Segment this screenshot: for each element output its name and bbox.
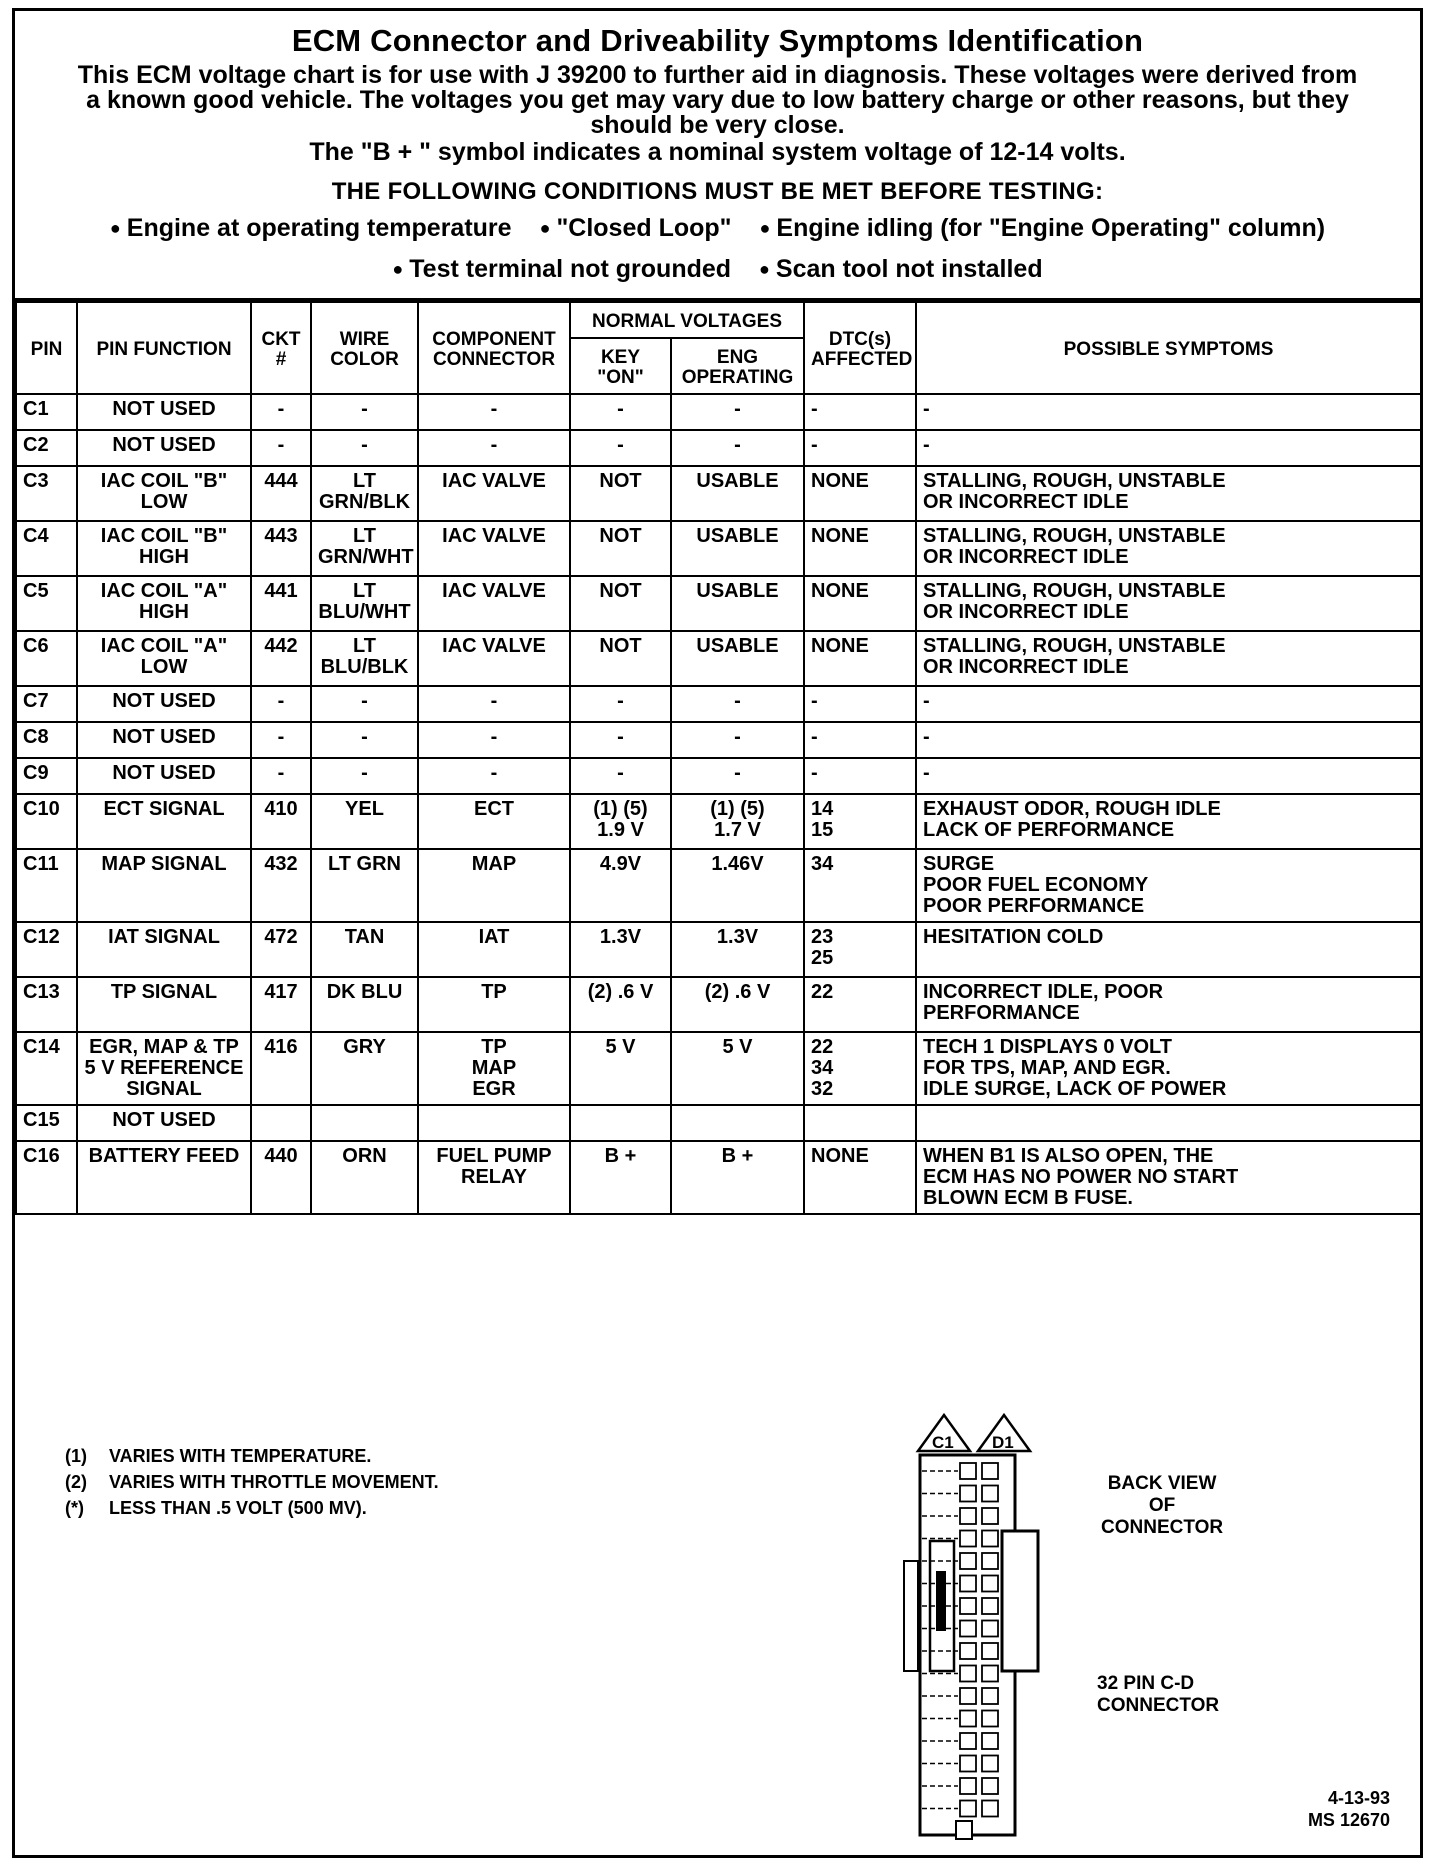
symptoms-cell: WHEN B1 IS ALSO OPEN, THE ECM HAS NO POWER NO START BLOWN ECM B FUSE. [916,1141,1421,1214]
pin-cavity [960,1733,976,1749]
component-cell: - [418,722,570,758]
eng-operating-voltage-cell: - [671,430,804,466]
d1-label: D1 [992,1433,1014,1452]
ckt-cell: 472 [251,922,311,977]
eng-operating-voltage-cell: - [671,758,804,794]
c1-label: C1 [932,1433,954,1452]
col-header-eng-operating: ENG OPERATING [671,338,804,394]
dtc-cell: NONE [804,1141,916,1214]
pin-cavity [960,1801,976,1817]
pin-function-cell: IAC COIL "A" HIGH [77,576,251,631]
pin-cavity [960,1508,976,1524]
condition-item: ● Engine at operating temperature [110,214,512,243]
intro-line-1: This ECM voltage chart is for use with J 39200 to further aid in diagnosis. These voltages were derived from [77,61,1358,89]
col-header-dtc: DTC(s) AFFECTED [804,302,916,394]
eng-operating-voltage-cell [671,1105,804,1141]
key-on-voltage-cell: 5 V [570,1032,671,1105]
pin-cavity [982,1801,998,1817]
component-cell: MAP [418,849,570,922]
back-view-label: BACK VIEW OF CONNECTOR [1101,1473,1224,1538]
symptoms-cell: SURGE POOR FUEL ECONOMY POOR PERFORMANCE [916,849,1421,922]
pin-cell: C1 [16,394,77,430]
key-on-voltage-cell: B + [570,1141,671,1214]
key-on-voltage-cell: - [570,394,671,430]
key-on-voltage-cell: (2) .6 V [570,977,671,1032]
eng-operating-voltage-cell: USABLE [671,521,804,576]
eng-operating-voltage-cell: USABLE [671,466,804,521]
symptoms-cell: HESITATION COLD [916,922,1421,977]
component-cell: - [418,430,570,466]
col-header-component-connector: COMPONENT CONNECTOR [418,302,570,394]
component-cell [418,1105,570,1141]
symptoms-cell: - [916,394,1421,430]
ckt-cell: - [251,686,311,722]
ckt-cell: - [251,758,311,794]
eng-operating-voltage-cell: B + [671,1141,804,1214]
conditions-row-1 [15,214,1420,243]
pin-function-cell: IAC COIL "B" LOW [77,466,251,521]
key-on-voltage-cell: - [570,686,671,722]
component-cell: IAC VALVE [418,466,570,521]
eng-operating-voltage-cell: - [671,722,804,758]
connector-latch-left [904,1561,918,1671]
dtc-cell: - [804,722,916,758]
pin-cavity [982,1598,998,1614]
pin-cavity [960,1711,976,1727]
ckt-cell: 417 [251,977,311,1032]
pin-cavity [960,1756,976,1772]
dtc-cell: 22 34 32 [804,1032,916,1105]
table-row [16,631,1421,686]
intro-text [35,63,1400,138]
dtc-cell: - [804,758,916,794]
table-row [16,394,1421,430]
footer-section [15,1381,1420,1855]
document-sheet [12,8,1423,1858]
symptoms-cell: - [916,758,1421,794]
component-cell: IAC VALVE [418,631,570,686]
eng-operating-voltage-cell: 5 V [671,1032,804,1105]
conditions-title: THE FOLLOWING CONDITIONS MUST BE MET BEFORE TESTING: [331,178,1104,205]
wire-color-cell: LT BLU/WHT [311,576,418,631]
connector-bottom-tab [956,1821,972,1839]
symptoms-cell: - [916,686,1421,722]
pin-table [15,301,1422,1215]
table-row [16,794,1421,849]
ckt-cell: 442 [251,631,311,686]
key-on-voltage-cell: NOT [570,631,671,686]
symptoms-cell: EXHAUST ODOR, ROUGH IDLE LACK OF PERFORMANCE [916,794,1421,849]
key-on-voltage-cell: NOT [570,576,671,631]
col-header-pin-function: PIN FUNCTION [77,302,251,394]
dtc-cell: - [804,394,916,430]
component-cell: - [418,394,570,430]
pin-function-cell: IAC COIL "A" LOW [77,631,251,686]
wire-color-cell: - [311,758,418,794]
table-row [16,722,1421,758]
dtc-cell: NONE [804,466,916,521]
key-on-voltage-cell: - [570,758,671,794]
pin-cell: C11 [16,849,77,922]
pin-cavity [960,1666,976,1682]
ckt-cell: 410 [251,794,311,849]
pin-cavity [960,1688,976,1704]
condition-item: ● Test terminal not grounded [392,255,731,284]
dtc-cell: NONE [804,631,916,686]
eng-operating-voltage-cell: (2) .6 V [671,977,804,1032]
wire-color-cell: DK BLU [311,977,418,1032]
eng-operating-voltage-cell: - [671,686,804,722]
component-cell: ECT [418,794,570,849]
pin-function-cell: IAT SIGNAL [77,922,251,977]
connector-lock-slot [936,1571,946,1631]
pin-cavity [982,1778,998,1794]
symptoms-cell: - [916,722,1421,758]
wire-color-cell: LT GRN/BLK [311,466,418,521]
symptoms-cell: STALLING, ROUGH, UNSTABLE OR INCORRECT IDLE [916,631,1421,686]
wire-color-cell: GRY [311,1032,418,1105]
dtc-cell: 22 [804,977,916,1032]
key-on-voltage-cell: NOT [570,521,671,576]
pin-cell: C2 [16,430,77,466]
pin-cavity [960,1531,976,1547]
pin-cell: C8 [16,722,77,758]
dtc-cell: 14 15 [804,794,916,849]
dtc-cell: NONE [804,576,916,631]
pin-function-cell: NOT USED [77,686,251,722]
symptoms-cell: STALLING, ROUGH, UNSTABLE OR INCORRECT IDLE [916,466,1421,521]
col-header-pin: PIN [16,302,77,394]
wire-color-cell: - [311,722,418,758]
table-row [16,1105,1421,1141]
dtc-cell: - [804,686,916,722]
document-code [1308,1787,1390,1831]
pin-function-cell: TP SIGNAL [77,977,251,1032]
pin-cavity [982,1576,998,1592]
wire-color-cell: LT GRN/WHT [311,521,418,576]
pin-cell: C12 [16,922,77,977]
table-row [16,466,1421,521]
key-on-voltage-cell: 4.9V [570,849,671,922]
pin-cavity [982,1508,998,1524]
pin-cavity [960,1778,976,1794]
key-on-voltage-cell: NOT [570,466,671,521]
eng-operating-voltage-cell: (1) (5) 1.7 V [671,794,804,849]
wire-color-cell: LT BLU/BLK [311,631,418,686]
intro-line-3: should be very close. [590,111,845,139]
connector-type-label: 32 PIN C-D CONNECTOR [1097,1673,1220,1716]
pin-cavity [982,1621,998,1637]
eng-operating-voltage-cell: 1.3V [671,922,804,977]
component-cell: - [418,758,570,794]
key-on-voltage-cell: - [570,430,671,466]
table-row [16,758,1421,794]
ckt-cell: 444 [251,466,311,521]
ckt-cell: 440 [251,1141,311,1214]
footnote-1: (1) VARIES WITH TEMPERATURE. [65,1446,372,1466]
pin-cavity [982,1733,998,1749]
component-cell: TP MAP EGR [418,1032,570,1105]
table-row [16,521,1421,576]
wire-color-cell [311,1105,418,1141]
pin-cavity [960,1643,976,1659]
pin-cavity [960,1576,976,1592]
dtc-cell [804,1105,916,1141]
pin-cell: C9 [16,758,77,794]
ckt-cell: 443 [251,521,311,576]
pin-cavity [960,1598,976,1614]
pin-function-cell: BATTERY FEED [77,1141,251,1214]
condition-item: ● Engine idling (for "Engine Operating" column) [760,214,1326,243]
key-on-voltage-cell [570,1105,671,1141]
key-on-voltage-cell: - [570,722,671,758]
pin-cell: C10 [16,794,77,849]
symptoms-cell: INCORRECT IDLE, POOR PERFORMANCE [916,977,1421,1032]
wire-color-cell: TAN [311,922,418,977]
component-cell: - [418,686,570,722]
eng-operating-voltage-cell: 1.46V [671,849,804,922]
pin-function-cell: NOT USED [77,394,251,430]
table-row [16,1141,1421,1214]
connector-diagram [900,1411,1100,1841]
pin-cavity [982,1463,998,1479]
pin-cavity [982,1553,998,1569]
ckt-cell: 441 [251,576,311,631]
pin-function-cell: MAP SIGNAL [77,849,251,922]
symptoms-cell [916,1105,1421,1141]
pin-function-cell: IAC COIL "B" HIGH [77,521,251,576]
pin-function-cell: NOT USED [77,758,251,794]
wire-color-cell: - [311,686,418,722]
pin-function-cell: ECT SIGNAL [77,794,251,849]
wire-color-cell: - [311,430,418,466]
table-row [16,922,1421,977]
col-header-ckt: CKT # [251,302,311,394]
dtc-cell: - [804,430,916,466]
col-header-key-on: KEY "ON" [570,338,671,394]
table-row [16,576,1421,631]
pin-function-cell: EGR, MAP & TP 5 V REFERENCE SIGNAL [77,1032,251,1105]
pin-cell: C14 [16,1032,77,1105]
table-row [16,686,1421,722]
component-cell: FUEL PUMP RELAY [418,1141,570,1214]
dtc-cell: 23 25 [804,922,916,977]
pin-cell: C5 [16,576,77,631]
ckt-cell: 416 [251,1032,311,1105]
wire-color-cell: LT GRN [311,849,418,922]
ckt-cell [251,1105,311,1141]
ckt-cell: - [251,430,311,466]
pin-cell: C6 [16,631,77,686]
col-header-possible-symptoms: POSSIBLE SYMPTOMS [916,302,1421,394]
ckt-cell: 432 [251,849,311,922]
key-on-voltage-cell: (1) (5) 1.9 V [570,794,671,849]
wire-color-cell: YEL [311,794,418,849]
dtc-cell: 34 [804,849,916,922]
col-header-normal-voltages: NORMAL VOLTAGES [570,302,804,338]
condition-item: ● "Closed Loop" [540,214,732,243]
key-on-voltage-cell: 1.3V [570,922,671,977]
document-date: 4-13-93 [1327,1788,1390,1808]
b-plus-note: The "B + " symbol indicates a nominal system voltage of 12-14 volts. [309,138,1126,166]
wire-color-cell: ORN [311,1141,418,1214]
intro-line-2: a known good vehicle. The voltages you get may vary due to low battery charge or other reasons, but they [86,86,1349,114]
component-cell: TP [418,977,570,1032]
pin-function-cell: NOT USED [77,430,251,466]
pin-function-cell: NOT USED [77,1105,251,1141]
symptoms-cell: TECH 1 DISPLAYS 0 VOLT FOR TPS, MAP, AND EGR. IDLE SURGE, LACK OF POWER [916,1032,1421,1105]
connector-clip-right [1002,1531,1038,1671]
pin-cell: C13 [16,977,77,1032]
table-row [16,977,1421,1032]
pin-cavity [982,1666,998,1682]
component-cell: IAC VALVE [418,521,570,576]
conditions-row-2 [15,255,1420,284]
ckt-cell: - [251,722,311,758]
table-row [16,430,1421,466]
wire-color-cell: - [311,394,418,430]
pin-cavity [960,1463,976,1479]
pin-cell: C3 [16,466,77,521]
footnote-2: (2) VARIES WITH THROTTLE MOVEMENT. [65,1472,439,1492]
pin-cavity [982,1643,998,1659]
symptoms-cell: STALLING, ROUGH, UNSTABLE OR INCORRECT IDLE [916,521,1421,576]
condition-item: ● Scan tool not installed [759,255,1043,284]
component-cell: IAT [418,922,570,977]
col-header-wire-color: WIRE COLOR [311,302,418,394]
pin-cell: C4 [16,521,77,576]
eng-operating-voltage-cell: - [671,394,804,430]
pin-cell: C7 [16,686,77,722]
pin-cavity [982,1688,998,1704]
symptoms-cell: - [916,430,1421,466]
symptoms-cell: STALLING, ROUGH, UNSTABLE OR INCORRECT IDLE [916,576,1421,631]
header-section [15,11,1420,301]
pin-table-body [16,394,1421,1214]
eng-operating-voltage-cell: USABLE [671,631,804,686]
eng-operating-voltage-cell: USABLE [671,576,804,631]
document-ms-number: MS 12670 [1307,1810,1390,1830]
footnotes [65,1443,439,1521]
pin-cell: C15 [16,1105,77,1141]
page-title: ECM Connector and Driveability Symptoms Identification [291,23,1144,58]
component-cell: IAC VALVE [418,576,570,631]
pin-cavity [960,1553,976,1569]
footnote-3: (*) LESS THAN .5 VOLT (500 MV). [65,1498,367,1518]
dtc-cell: NONE [804,521,916,576]
pin-cavity [960,1486,976,1502]
pin-cell: C16 [16,1141,77,1214]
pin-cavity [982,1756,998,1772]
table-row [16,1032,1421,1105]
pin-function-cell: NOT USED [77,722,251,758]
ckt-cell: - [251,394,311,430]
pin-cavity [982,1486,998,1502]
pin-cavity [982,1531,998,1547]
pin-cavity [960,1621,976,1637]
table-row [16,849,1421,922]
pin-cavity [982,1711,998,1727]
